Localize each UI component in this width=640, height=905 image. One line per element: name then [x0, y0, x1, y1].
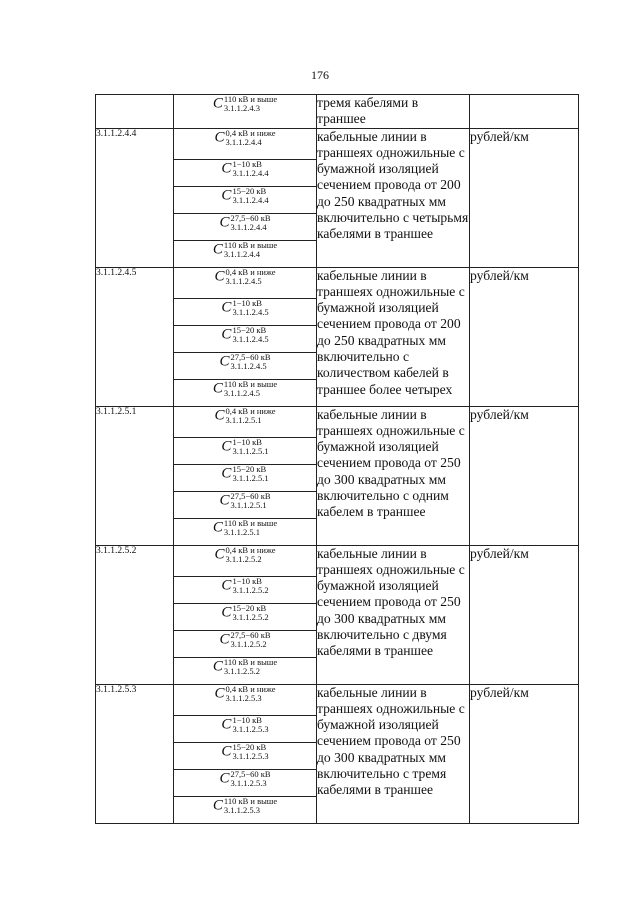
symbol-index: 3.1.1.2.5.3 — [230, 777, 267, 788]
symbol-index: 3.1.1.2.5.3 — [223, 804, 261, 815]
symbol-cell — [174, 267, 317, 298]
unit-cell: рублей/км — [470, 267, 579, 406]
unit-cell: рублей/км — [470, 406, 579, 545]
voltage-label: 15−20 кВ — [232, 741, 267, 752]
symbol-letter: C — [212, 95, 223, 112]
symbol-index: 3.1.1.2.4.5 — [230, 360, 267, 371]
voltage-label: 15−20 кВ — [232, 185, 267, 196]
symbol-cell — [174, 769, 317, 796]
symbol-index: 3.1.1.2.4.4 — [230, 221, 267, 232]
description-cell: кабельные линии в траншеях одножильные с бумажной изоляцией сечением провода от 250 до 300 квадратных мм включительно с тремя кабелями в траншее — [317, 684, 470, 823]
voltage-label: 0,4 кВ и ниже — [225, 405, 276, 416]
symbol-index: 3.1.1.2.5.1 — [232, 472, 269, 483]
rate-symbol — [213, 797, 277, 815]
symbol-index: 3.1.1.2.5.1 — [232, 445, 269, 456]
rate-symbol — [213, 519, 277, 537]
rate-symbol — [213, 95, 277, 113]
tariff-table — [95, 94, 579, 824]
symbol-cell — [174, 213, 317, 240]
rate-symbol — [221, 187, 268, 205]
symbol-letter: C — [221, 160, 232, 177]
rate-symbol — [221, 716, 268, 734]
symbol-letter: C — [219, 631, 230, 648]
symbol-cell — [174, 352, 317, 379]
rate-symbol — [219, 631, 270, 649]
symbol-letter: C — [221, 577, 232, 594]
symbol-index: 3.1.1.2.4.4 — [225, 136, 262, 147]
symbol-index: 3.1.1.2.5.2 — [225, 553, 262, 564]
symbol-cell — [174, 325, 317, 352]
symbol-letter: C — [221, 465, 232, 482]
voltage-label: 110 кВ и выше — [223, 795, 278, 806]
unit-cell — [470, 95, 579, 129]
symbol-cell — [174, 95, 317, 129]
voltage-label: 27,5−60 кВ — [230, 490, 271, 501]
rate-symbol — [213, 241, 277, 259]
description-cell: тремя кабелями в траншее — [317, 95, 470, 129]
symbol-cell — [174, 715, 317, 742]
rate-symbol — [221, 299, 268, 317]
unit-cell: рублей/км — [470, 684, 579, 823]
voltage-label: 15−20 кВ — [232, 324, 267, 335]
voltage-label: 27,5−60 кВ — [230, 351, 271, 362]
symbol-index: 3.1.1.2.5.2 — [223, 665, 261, 676]
symbol-index: 3.1.1.2.5.2 — [230, 638, 267, 649]
symbol-index: 3.1.1.2.5.3 — [232, 723, 269, 734]
voltage-label: 0,4 кВ и ниже — [225, 683, 276, 694]
rate-symbol — [221, 438, 268, 456]
symbol-index: 3.1.1.2.5.1 — [225, 414, 262, 425]
symbol-cell — [174, 796, 317, 823]
symbol-index: 3.1.1.2.5.2 — [232, 611, 269, 622]
voltage-label: 1−10 кВ — [232, 158, 262, 169]
symbol-index: 3.1.1.2.4.4 — [223, 248, 261, 259]
page-number: 176 — [311, 68, 329, 82]
rate-symbol — [219, 770, 270, 788]
voltage-label: 0,4 кВ и ниже — [225, 127, 276, 138]
rate-symbol — [221, 465, 268, 483]
symbol-cell — [174, 406, 317, 437]
voltage-label: 0,4 кВ и ниже — [225, 266, 276, 277]
voltage-label: 15−20 кВ — [232, 602, 267, 613]
symbol-cell — [174, 128, 317, 159]
symbol-letter: C — [214, 546, 225, 563]
rate-symbol — [215, 129, 276, 147]
voltage-label: 27,5−60 кВ — [230, 768, 271, 779]
voltage-label: 110 кВ и выше — [223, 378, 278, 389]
symbol-cell — [174, 437, 317, 464]
symbol-letter: C — [212, 380, 223, 397]
symbol-index: 3.1.1.2.5.2 — [232, 584, 269, 595]
symbol-index: 3.1.1.2.4.4 — [232, 194, 269, 205]
code-cell: 3.1.1.2.4.4 — [96, 128, 174, 267]
code-cell: 3.1.1.2.5.3 — [96, 684, 174, 823]
symbol-cell — [174, 657, 317, 684]
symbol-letter: C — [214, 268, 225, 285]
code-cell — [96, 95, 174, 129]
symbol-cell — [174, 240, 317, 267]
rate-symbol — [219, 492, 270, 510]
rate-symbol — [221, 577, 268, 595]
voltage-label: 15−20 кВ — [232, 463, 267, 474]
voltage-label: 110 кВ и выше — [223, 656, 278, 667]
symbol-index: 3.1.1.2.4.4 — [232, 167, 269, 178]
symbol-index: 3.1.1.2.4.5 — [232, 333, 269, 344]
symbol-index: 3.1.1.2.5.1 — [223, 526, 261, 537]
description-cell: кабельные линии в траншеях одножильные с бумажной изоляцией сечением провода от 250 до 300 квадратных мм включительно с двумя кабелями в траншее — [317, 545, 470, 684]
symbol-cell — [174, 464, 317, 491]
symbol-letter: C — [221, 743, 232, 760]
rate-symbol — [221, 160, 268, 178]
voltage-label: 1−10 кВ — [232, 436, 262, 447]
symbol-index: 3.1.1.2.4.5 — [223, 387, 261, 398]
rate-symbol — [213, 380, 277, 398]
symbol-letter: C — [221, 604, 232, 621]
rate-symbol — [215, 268, 276, 286]
table-row — [96, 406, 579, 437]
symbol-cell — [174, 379, 317, 406]
rate-symbol — [215, 546, 276, 564]
table-row — [96, 267, 579, 298]
rate-symbol — [221, 604, 268, 622]
rate-symbol — [221, 326, 268, 344]
rate-symbol — [221, 743, 268, 761]
symbol-letter: C — [219, 492, 230, 509]
voltage-label: 1−10 кВ — [232, 575, 262, 586]
table-row-continued — [96, 95, 579, 129]
voltage-label: 110 кВ и выше — [223, 94, 278, 105]
unit-cell: рублей/км — [470, 545, 579, 684]
table-row — [96, 684, 579, 715]
voltage-label: 110 кВ и выше — [223, 517, 278, 528]
symbol-cell — [174, 684, 317, 715]
symbol-letter: C — [219, 770, 230, 787]
voltage-label: 27,5−60 кВ — [230, 629, 271, 640]
symbol-index: 3.1.1.2.5.1 — [230, 499, 267, 510]
description-cell: кабельные линии в траншеях одножильные с бумажной изоляцией сечением провода от 200 до 250 квадратных мм включительно с четырьмя кабелями в траншее — [317, 128, 470, 267]
symbol-cell — [174, 186, 317, 213]
symbol-letter: C — [214, 685, 225, 702]
rate-symbol — [219, 353, 270, 371]
symbol-letter: C — [212, 658, 223, 675]
symbol-cell — [174, 545, 317, 576]
symbol-cell — [174, 159, 317, 186]
symbol-letter: C — [212, 519, 223, 536]
symbol-letter: C — [221, 187, 232, 204]
table-row — [96, 545, 579, 576]
symbol-letter: C — [221, 716, 232, 733]
rate-symbol — [219, 214, 270, 232]
symbol-index: 3.1.1.2.4.5 — [225, 275, 262, 286]
rate-symbol — [215, 685, 276, 703]
symbol-letter: C — [212, 241, 223, 258]
symbol-cell — [174, 576, 317, 603]
symbol-cell — [174, 518, 317, 545]
description-cell: кабельные линии в траншеях одножильные с бумажной изоляцией сечением провода от 200 до 250 квадратных мм включительно с количеством кабелей в траншее более четырех — [317, 267, 470, 406]
symbol-cell — [174, 630, 317, 657]
symbol-cell — [174, 742, 317, 769]
symbol-letter: C — [219, 214, 230, 231]
unit-cell: рублей/км — [470, 128, 579, 267]
symbol-index: 3.1.1.2.4.3 — [223, 103, 261, 114]
rate-symbol — [215, 407, 276, 425]
symbol-cell — [174, 298, 317, 325]
code-cell: 3.1.1.2.4.5 — [96, 267, 174, 406]
symbol-index: 3.1.1.2.5.3 — [232, 750, 269, 761]
voltage-label: 1−10 кВ — [232, 297, 262, 308]
code-cell: 3.1.1.2.5.2 — [96, 545, 174, 684]
symbol-letter: C — [219, 353, 230, 370]
symbol-letter: C — [221, 326, 232, 343]
description-cell: кабельные линии в траншеях одножильные с бумажной изоляцией сечением провода от 250 до 300 квадратных мм включительно с одним кабелем в траншее — [317, 406, 470, 545]
symbol-letter: C — [214, 407, 225, 424]
voltage-label: 1−10 кВ — [232, 714, 262, 725]
voltage-label: 0,4 кВ и ниже — [225, 544, 276, 555]
symbol-index: 3.1.1.2.4.5 — [232, 306, 269, 317]
table-row — [96, 128, 579, 159]
rate-symbol — [213, 658, 277, 676]
symbol-letter: C — [214, 129, 225, 146]
voltage-label: 110 кВ и выше — [223, 239, 278, 250]
symbol-cell — [174, 491, 317, 518]
symbol-index: 3.1.1.2.5.3 — [225, 692, 262, 703]
symbol-letter: C — [221, 299, 232, 316]
symbol-letter: C — [221, 438, 232, 455]
symbol-letter: C — [212, 797, 223, 814]
voltage-label: 27,5−60 кВ — [230, 212, 271, 223]
symbol-cell — [174, 603, 317, 630]
code-cell: 3.1.1.2.5.1 — [96, 406, 174, 545]
